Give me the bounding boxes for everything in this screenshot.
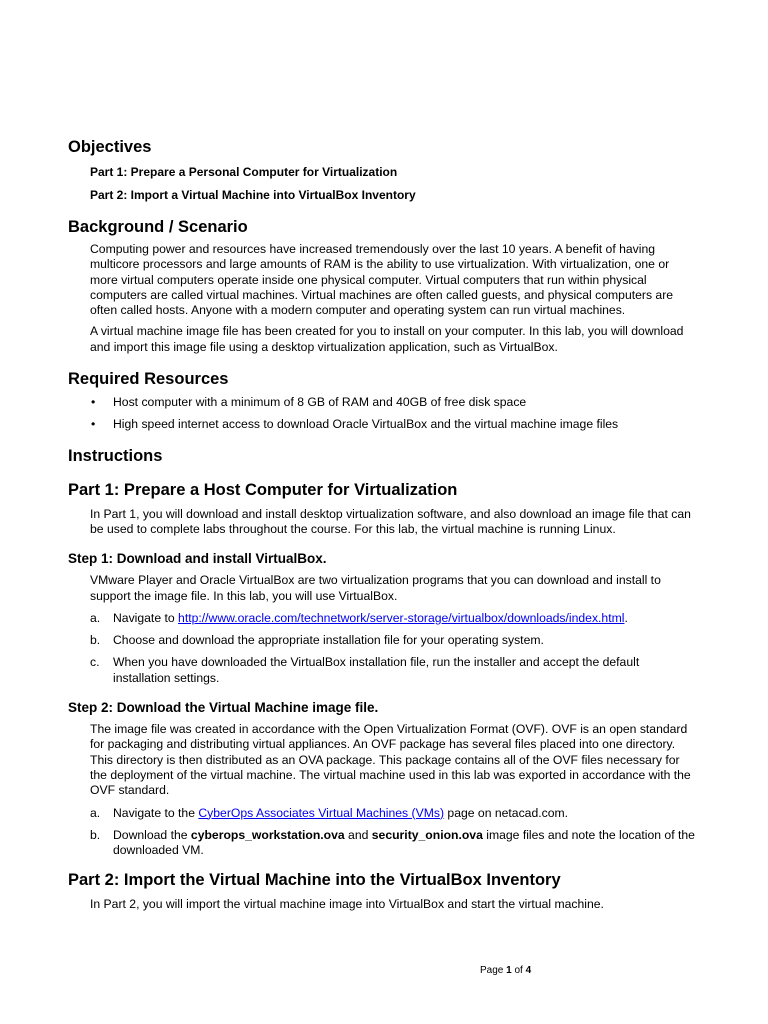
list-item <box>90 828 698 859</box>
step1-intro: VMware Player and Oracle VirtualBox are two virtualization programs that you can download and install to support the image file. In this lab, you will use VirtualBox. <box>90 573 661 603</box>
security-onion-ova-filename: security_onion.ova <box>371 827 483 842</box>
page-footer <box>480 964 531 978</box>
step2-intro: The image file was created in accordance with the Open Virtualization Format (OVF). OVF is an open standard for packaging and distributing virtual appliances. An OVF package has several files placed into one directory. This directory is then distributed as an OVA package. This package contains all of the OVF files necessary for the deployment of the virtual machine. The virtual machine used in this lab was exported in accordance with the OVF standard. <box>90 722 691 798</box>
list-marker: b. <box>90 633 101 648</box>
list-item <box>90 611 698 626</box>
total-pages-number: 4 <box>525 965 532 976</box>
objective-part1: Part 1: Prepare a Personal Computer for Virtualization <box>90 165 398 179</box>
resource-item-text: High speed internet access to download Oracle VirtualBox and the virtual machine image files <box>113 417 619 432</box>
step2-b-suffix: image files and note the location of the downloaded VM. <box>113 827 695 858</box>
step1-a-suffix: . <box>624 610 628 625</box>
list-marker: a. <box>90 610 101 625</box>
workstation-ova-filename: cyberops_workstation.ova <box>190 827 345 842</box>
objectives-heading: Objectives <box>68 138 152 156</box>
document-body <box>68 136 698 913</box>
list-item <box>90 417 698 432</box>
step2-a-suffix: page on netacad.com. <box>444 805 569 820</box>
page-of-label: of <box>511 965 526 976</box>
list-marker: a. <box>90 805 101 820</box>
list-item <box>90 395 698 410</box>
part1-intro: In Part 1, you will download and install desktop virtualization software, and also download an image file that can be used to complete labs throughout the course. For this lab, the virtual machine is running Linux. <box>90 506 691 536</box>
step1-heading: Step 1: Download and install VirtualBox. <box>68 551 327 567</box>
list-marker: b. <box>90 827 101 842</box>
bullet-marker: • <box>91 417 96 432</box>
bullet-marker: • <box>91 395 96 410</box>
list-marker: c. <box>90 655 100 670</box>
virtualbox-download-link[interactable]: http://www.oracle.com/technetwork/server-storage/virtualbox/downloads/index.html <box>178 610 625 625</box>
objective-part2: Part 2: Import a Virtual Machine into VirtualBox Inventory <box>90 188 416 202</box>
resources-heading: Required Resources <box>68 370 229 389</box>
part2-heading: Part 2: Import the Virtual Machine into the VirtualBox Inventory <box>68 871 561 890</box>
list-item <box>90 806 698 821</box>
step2-a-prefix: Navigate to the <box>113 805 199 820</box>
part2-intro: In Part 2, you will import the virtual machine image into VirtualBox and start the virtual machine. <box>90 897 604 912</box>
step2-list <box>90 806 698 859</box>
part1-heading: Part 1: Prepare a Host Computer for Virtualization <box>68 480 458 499</box>
step2-b-prefix: Download the <box>113 827 191 842</box>
step1-c-text: When you have downloaded the VirtualBox installation file, run the installer and accept the default installation settings. <box>113 655 640 685</box>
resources-list <box>90 395 698 433</box>
list-item <box>90 655 698 686</box>
list-item <box>90 633 698 648</box>
step2-b-and: and <box>344 827 372 842</box>
resource-item-text: Host computer with a minimum of 8 GB of RAM and 40GB of free disk space <box>113 395 527 410</box>
step1-b-text: Choose and download the appropriate installation file for your operating system. <box>113 633 544 648</box>
background-paragraph-2: A virtual machine image file has been created for you to install on your computer. In this lab, you will download and import this image file using a desktop virtualization application, such as VirtualBox. <box>90 324 684 354</box>
page-label: Page <box>480 965 507 976</box>
step2-heading: Step 2: Download the Virtual Machine image file. <box>68 700 379 716</box>
step1-a-prefix: Navigate to <box>113 610 179 625</box>
current-page-number: 1 <box>506 965 512 976</box>
instructions-heading: Instructions <box>68 446 163 465</box>
background-paragraph-1: Computing power and resources have increased tremendously over the last 10 years. A benefit of having multicore processors and large amounts of RAM is the ability to use virtualization. With virtualization, one or more virtual computers operate inside one physical computer. Virtual computers that run within physical computers are called virtual machines. Virtual machines are often called guests, and physical computers are often called hosts. Anyone with a modern computer and operating system can run virtual machines. <box>90 242 674 318</box>
background-heading: Background / Scenario <box>68 218 248 236</box>
step1-list <box>90 611 698 686</box>
cyberops-vms-link[interactable]: CyberOps Associates Virtual Machines (VMs) <box>198 805 445 820</box>
